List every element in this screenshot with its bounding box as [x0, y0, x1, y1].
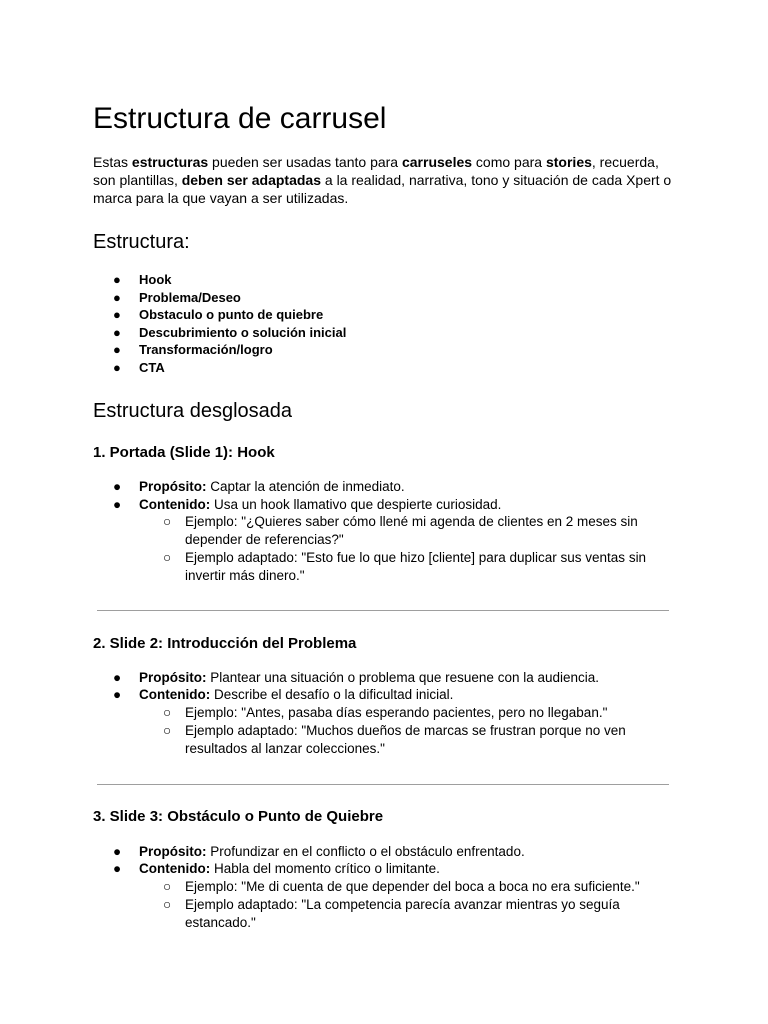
circle-bullet-icon: ○ — [163, 897, 172, 912]
proposito-text: Captar la atención de inmediato. — [206, 479, 405, 494]
intro-bold-4: deben ser adaptadas — [181, 172, 321, 188]
list-item — [93, 324, 683, 342]
ejemplo-adaptado-text: Ejemplo adaptado: "Esto fue lo que hizo [cliente] para duplicar sus ventas sin invertir más dinero." — [185, 550, 647, 583]
bullet-icon: ● — [113, 670, 122, 685]
ejemplo-adaptado-text: Ejemplo adaptado: "Muchos dueños de marcas se frustran porque no ven resultados al lanzar colecciones." — [185, 723, 626, 756]
proposito-label: Propósito: — [139, 479, 207, 494]
bullet-icon: ● — [113, 497, 122, 512]
bullet-icon: ● — [113, 272, 121, 287]
intro-bold-3: stories — [545, 154, 592, 170]
list-item-label: Obstaculo o punto de quiebre — [139, 307, 324, 323]
section-divider — [97, 784, 669, 785]
estructura-list — [93, 271, 683, 377]
list-item — [93, 359, 683, 377]
estructura-heading: Estructura: — [93, 231, 190, 253]
ejemplo-text: Ejemplo: "Me di cuenta de que depender del boca a boca no era suficiente." — [185, 879, 640, 894]
contenido-label: Contenido: — [139, 861, 211, 876]
intro-text-5: a la realidad, narrativa, tono y situación de cada Xpert o marca para la que vayan a ser utilizadas. — [93, 172, 672, 206]
contenido-label: Contenido: — [139, 497, 211, 512]
intro-bold-2: carruseles — [401, 154, 473, 170]
bullet-icon: ● — [113, 479, 122, 494]
list-item — [93, 341, 683, 359]
bullet-icon: ● — [113, 844, 122, 859]
circle-bullet-icon: ○ — [163, 550, 172, 565]
bullet-icon: ● — [113, 861, 122, 876]
circle-bullet-icon: ○ — [163, 705, 172, 720]
section-1-title: 1. Portada (Slide 1): Hook — [93, 444, 275, 461]
section-divider — [97, 610, 669, 611]
list-item — [93, 271, 683, 289]
page-title: Estructura de carrusel — [93, 102, 387, 135]
contenido-text: Habla del momento crítico o limitante. — [210, 861, 440, 876]
proposito-label: Propósito: — [139, 844, 207, 859]
bullet-icon: ● — [113, 359, 121, 375]
bullet-icon: ● — [113, 342, 121, 358]
contenido-text: Usa un hook llamativo que despierte curiosidad. — [210, 497, 502, 512]
intro-text-1: Estas — [93, 154, 132, 170]
contenido-label: Contenido: — [139, 687, 211, 702]
ejemplo-adaptado-text: Ejemplo adaptado: "La competencia parecía avanzar mientras yo seguía estancado." — [185, 897, 620, 930]
list-item-label: Hook — [139, 272, 172, 287]
list-item-label: CTA — [139, 359, 165, 375]
intro-text-4: , recuerda, son plantillas, — [93, 154, 659, 188]
ejemplo-text: Ejemplo: "Antes, pasaba días esperando pacientes, pero no llegaban." — [185, 705, 608, 720]
section-2-title: 2. Slide 2: Introducción del Problema — [93, 635, 357, 652]
list-item — [93, 306, 683, 324]
bullet-icon: ● — [113, 324, 121, 340]
circle-bullet-icon: ○ — [163, 514, 172, 529]
proposito-text: Profundizar en el conflicto o el obstáculo enfrentado. — [206, 844, 525, 859]
circle-bullet-icon: ○ — [163, 723, 172, 738]
intro-bold-1: estructuras — [131, 154, 209, 170]
circle-bullet-icon: ○ — [163, 879, 172, 894]
proposito-label: Propósito: — [139, 670, 207, 685]
list-item-label: Transformación/logro — [139, 342, 273, 358]
contenido-text: Describe el desafío o la dificultad inicial. — [210, 687, 454, 702]
list-item-label: Problema/Deseo — [139, 289, 241, 305]
section-3-title: 3. Slide 3: Obstáculo o Punto de Quiebre — [93, 808, 384, 825]
proposito-text: Plantear una situación o problema que resuene con la audiencia. — [206, 670, 600, 685]
desglosada-heading: Estructura desglosada — [93, 400, 293, 422]
list-item — [93, 289, 683, 307]
intro-text-2: pueden ser usadas tanto para — [208, 154, 402, 170]
intro-paragraph — [93, 153, 683, 207]
bullet-icon: ● — [113, 307, 121, 323]
list-item-label: Descubrimiento o solución inicial — [139, 324, 347, 340]
intro-text-3: como para — [472, 154, 546, 170]
bullet-icon: ● — [113, 687, 122, 702]
ejemplo-text: Ejemplo: "¿Quieres saber cómo llené mi agenda de clientes en 2 meses sin depender de referencias?" — [185, 514, 638, 547]
bullet-icon: ● — [113, 289, 121, 305]
